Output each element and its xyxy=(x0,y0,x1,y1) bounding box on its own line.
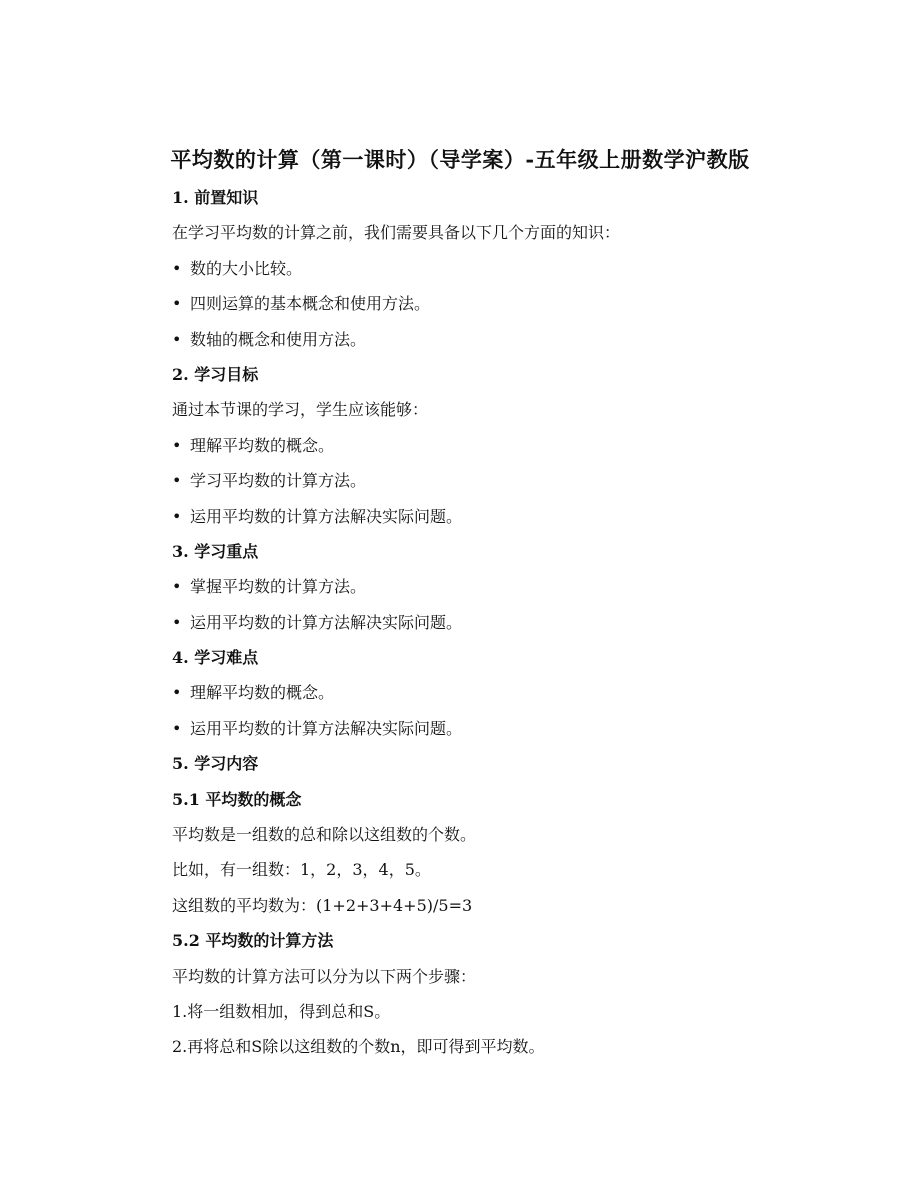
paragraph-line: 平均数是一组数的总和除以这组数的个数。 xyxy=(172,825,477,845)
paragraph-line: 平均数的计算方法可以分为以下两个步骤： xyxy=(172,966,477,986)
bullet-icon: • xyxy=(172,471,182,491)
paragraph-line: 比如，有一组数：1，2，3，4，5。 xyxy=(172,860,431,880)
section-heading-5: 5. 学习内容 xyxy=(172,754,259,774)
list-item: • 运用平均数的计算方法解决实际问题。 xyxy=(172,717,812,752)
section-heading-2: 2. 学习目标 xyxy=(172,364,259,384)
document-body xyxy=(172,186,812,1071)
bullet-icon: • xyxy=(172,506,182,526)
list-item: • 运用平均数的计算方法解决实际问题。 xyxy=(172,505,812,540)
section-intro-2: 通过本节课的学习，学生应该能够： xyxy=(172,400,429,420)
bullet-icon: • xyxy=(172,294,182,314)
section-heading-1: 1. 前置知识 xyxy=(172,188,259,207)
subsection-heading-5-2: 5.2 平均数的计算方法 xyxy=(172,931,334,951)
list-item: • 运用平均数的计算方法解决实际问题。 xyxy=(172,611,812,646)
list-item: • 数轴的概念和使用方法。 xyxy=(172,328,812,363)
paragraph-line: 这组数的平均数为：(1+2+3+4+5)/5=3 xyxy=(172,895,473,915)
subsection-heading-5-1: 5.1 平均数的概念 xyxy=(172,789,302,809)
section-intro-1: 在学习平均数的计算之前，我们需要具备以下几个方面的知识： xyxy=(172,223,621,243)
list-item: • 理解平均数的概念。 xyxy=(172,434,812,469)
paragraph-line: 2.再将总和S除以这组数的个数n，即可得到平均数。 xyxy=(172,1037,545,1057)
document-title: 平均数的计算（第一课时）（导学案）-五年级上册数学沪教版 xyxy=(170,147,750,172)
bullet-icon: • xyxy=(172,612,182,632)
bullet-icon: • xyxy=(172,683,182,703)
section-heading-3: 3. 学习重点 xyxy=(172,541,259,561)
bullet-icon: • xyxy=(172,329,182,349)
section-heading-4: 4. 学习难点 xyxy=(172,648,259,668)
list-item: • 数的大小比较。 xyxy=(172,257,812,292)
paragraph-line: 1.将一组数相加，得到总和S。 xyxy=(172,1001,391,1021)
bullet-icon: • xyxy=(172,718,182,738)
bullet-icon: • xyxy=(172,577,182,597)
bullet-icon: • xyxy=(172,258,182,278)
list-item: • 学习平均数的计算方法。 xyxy=(172,469,812,504)
list-item: • 掌握平均数的计算方法。 xyxy=(172,575,812,610)
list-item: • 四则运算的基本概念和使用方法。 xyxy=(172,292,812,327)
list-item: • 理解平均数的概念。 xyxy=(172,681,812,716)
bullet-icon: • xyxy=(172,435,182,455)
